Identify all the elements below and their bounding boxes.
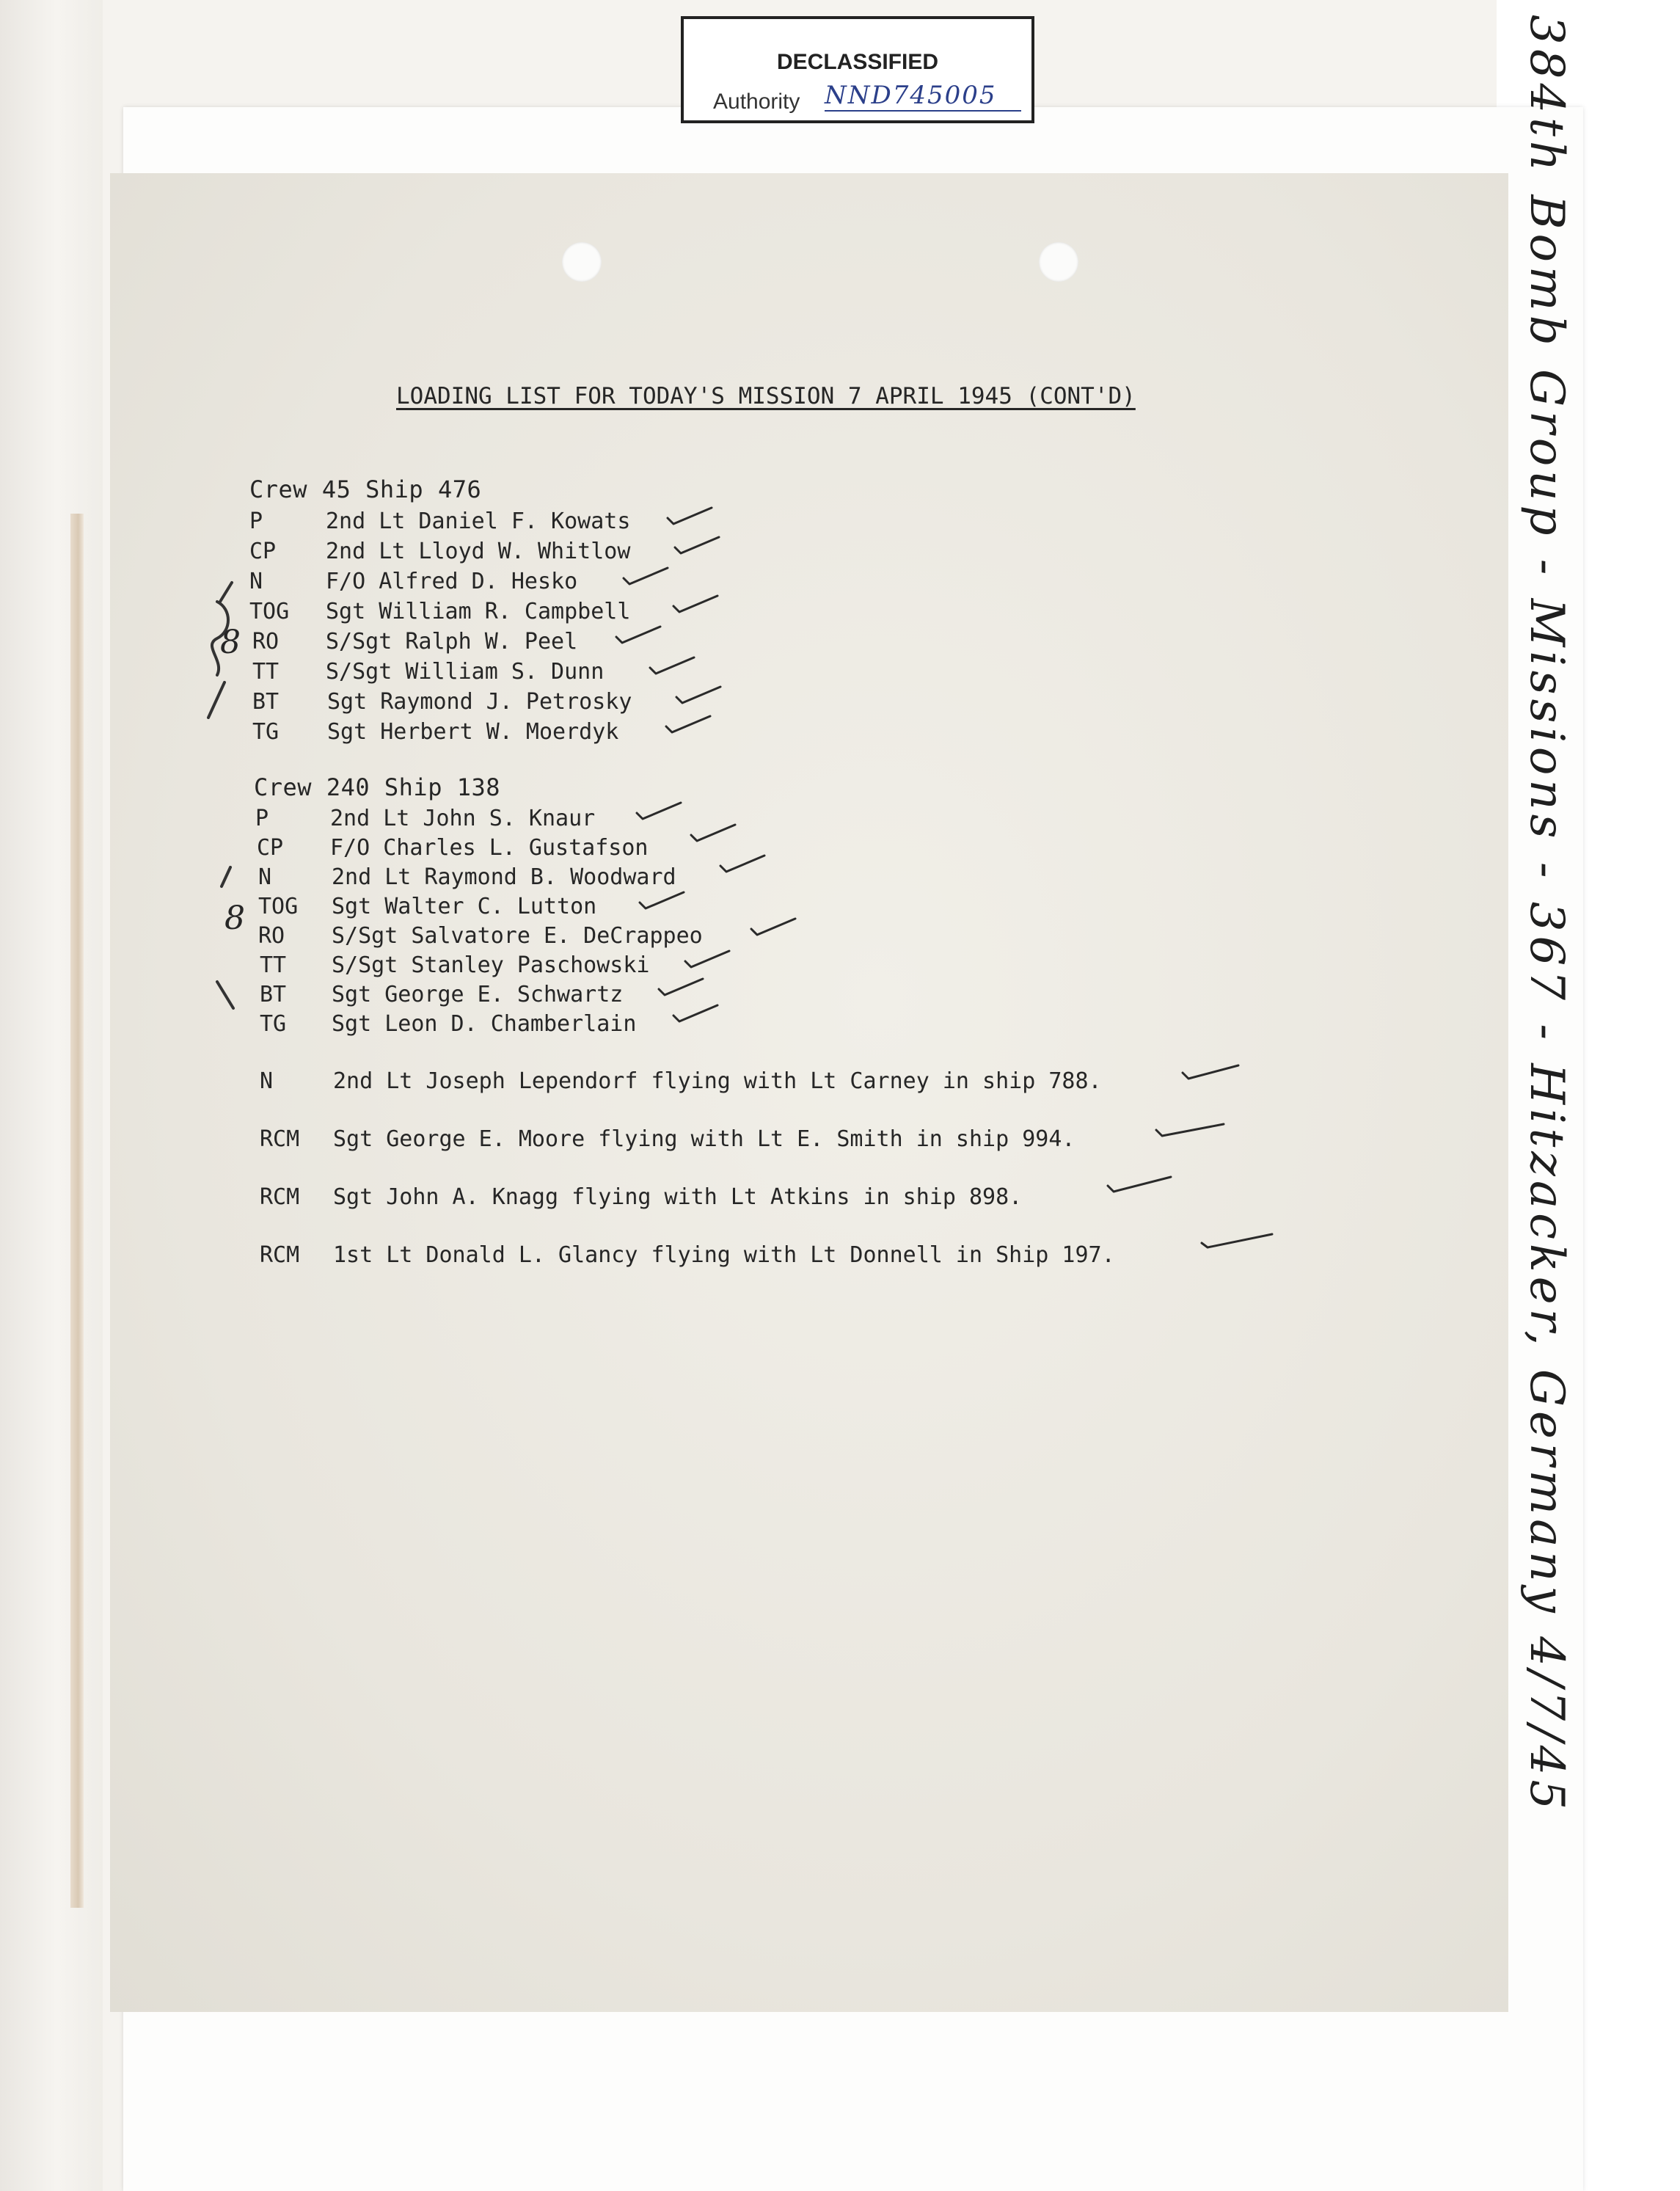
crew-code: N bbox=[258, 864, 272, 890]
check-mark-icon bbox=[1181, 1061, 1240, 1083]
crew-code: TOG bbox=[249, 599, 290, 624]
handwritten-side-note: 384th Bomb Group - Missions - 367 - Hitzacker, Germany 4/7/45 bbox=[1519, 15, 1574, 1815]
crew-code: TG bbox=[252, 719, 280, 745]
check-mark-icon bbox=[638, 889, 685, 911]
left-paper-edge bbox=[70, 514, 84, 1908]
check-mark-icon bbox=[666, 505, 713, 527]
crew-code: CP bbox=[257, 835, 284, 861]
crew-name: Sgt Herbert W. Moerdyk bbox=[327, 719, 619, 745]
crew-code: CP bbox=[249, 539, 277, 564]
crew-name: S/Sgt Ralph W. Peel bbox=[326, 629, 578, 655]
check-mark-icon bbox=[675, 684, 722, 706]
extra-line: Sgt John A. Knagg flying with Lt Atkins in ship 898. bbox=[333, 1184, 1023, 1210]
check-mark-icon bbox=[673, 534, 720, 556]
left-folder-edge bbox=[0, 0, 103, 2191]
stamp-authority-value: NND745005 bbox=[825, 81, 1021, 112]
stamp-title: DECLASSIFIED bbox=[776, 50, 939, 74]
check-mark-icon bbox=[672, 1002, 719, 1024]
margin-number: 8 bbox=[220, 624, 241, 661]
crew-header: Crew 240 Ship 138 bbox=[254, 773, 501, 801]
crew-name: Sgt George E. Schwartz bbox=[332, 982, 624, 1007]
extra-line: 2nd Lt Joseph Lependorf flying with Lt Carney in ship 788. bbox=[333, 1068, 1102, 1094]
crew-header: Crew 45 Ship 476 bbox=[249, 475, 482, 503]
extra-line: 1st Lt Donald L. Glancy flying with Lt Donnell in Ship 197. bbox=[333, 1242, 1115, 1268]
margin-number: 8 bbox=[224, 900, 246, 937]
page-title: LOADING LIST FOR TODAY'S MISSION 7 APRIL 1945 (CONT'D) bbox=[396, 383, 1136, 409]
crew-code: TT bbox=[260, 952, 287, 978]
crew-code: BT bbox=[252, 689, 280, 715]
crew-code: N bbox=[249, 569, 263, 594]
crew-code: RO bbox=[258, 923, 285, 949]
check-mark-icon bbox=[1106, 1174, 1172, 1196]
crew-name: 2nd Lt Raymond B. Woodward bbox=[332, 864, 676, 890]
check-mark-icon bbox=[615, 624, 662, 646]
crew-code: TG bbox=[260, 1011, 287, 1037]
crew-name: S/Sgt William S. Dunn bbox=[326, 659, 605, 685]
extra-line: Sgt George E. Moore flying with Lt E. Smith in ship 994. bbox=[333, 1126, 1075, 1152]
check-mark-icon bbox=[657, 976, 704, 998]
crew-name: Sgt Leon D. Chamberlain bbox=[332, 1011, 637, 1037]
crew-code: P bbox=[249, 508, 263, 534]
check-mark-icon bbox=[672, 593, 719, 615]
crew-name: 2nd Lt Lloyd W. Whitlow bbox=[326, 539, 631, 564]
crew-code: RO bbox=[252, 629, 280, 655]
extra-code: N bbox=[260, 1068, 274, 1094]
crew-name: S/Sgt Salvatore E. DeCrappeo bbox=[332, 923, 703, 949]
crew-name: 2nd Lt John S. Knaur bbox=[330, 806, 596, 831]
crew-code: TOG bbox=[258, 894, 299, 919]
check-mark-icon bbox=[1155, 1118, 1225, 1140]
check-mark-icon bbox=[690, 822, 737, 844]
crew-name: F/O Alfred D. Hesko bbox=[326, 569, 578, 594]
stamp-authority-label: Authority bbox=[713, 90, 800, 114]
check-mark-icon bbox=[622, 565, 669, 587]
check-mark-icon bbox=[719, 853, 766, 875]
crew-name: Sgt Raymond J. Petrosky bbox=[327, 689, 632, 715]
extra-code: RCM bbox=[260, 1184, 300, 1210]
margin-bracket-icon bbox=[211, 864, 255, 1011]
crew-code: P bbox=[255, 806, 269, 831]
extra-code: RCM bbox=[260, 1242, 300, 1268]
declassified-stamp bbox=[681, 16, 1034, 123]
crew-name: F/O Charles L. Gustafson bbox=[330, 835, 649, 861]
crew-name: Sgt William R. Campbell bbox=[326, 599, 631, 624]
check-mark-icon bbox=[649, 655, 695, 677]
crew-name: Sgt Walter C. Lutton bbox=[332, 894, 597, 919]
check-mark-icon bbox=[635, 800, 682, 822]
punch-hole-right bbox=[1039, 242, 1078, 282]
crew-code: BT bbox=[260, 982, 287, 1007]
check-mark-icon bbox=[665, 713, 712, 735]
crew-code: TT bbox=[252, 659, 280, 685]
check-mark-icon bbox=[684, 948, 731, 970]
crew-name: S/Sgt Stanley Paschowski bbox=[332, 952, 650, 978]
check-mark-icon bbox=[1200, 1230, 1274, 1252]
extra-code: RCM bbox=[260, 1126, 300, 1152]
check-mark-icon bbox=[750, 916, 797, 938]
punch-hole-left bbox=[562, 242, 602, 282]
crew-name: 2nd Lt Daniel F. Kowats bbox=[326, 508, 631, 534]
